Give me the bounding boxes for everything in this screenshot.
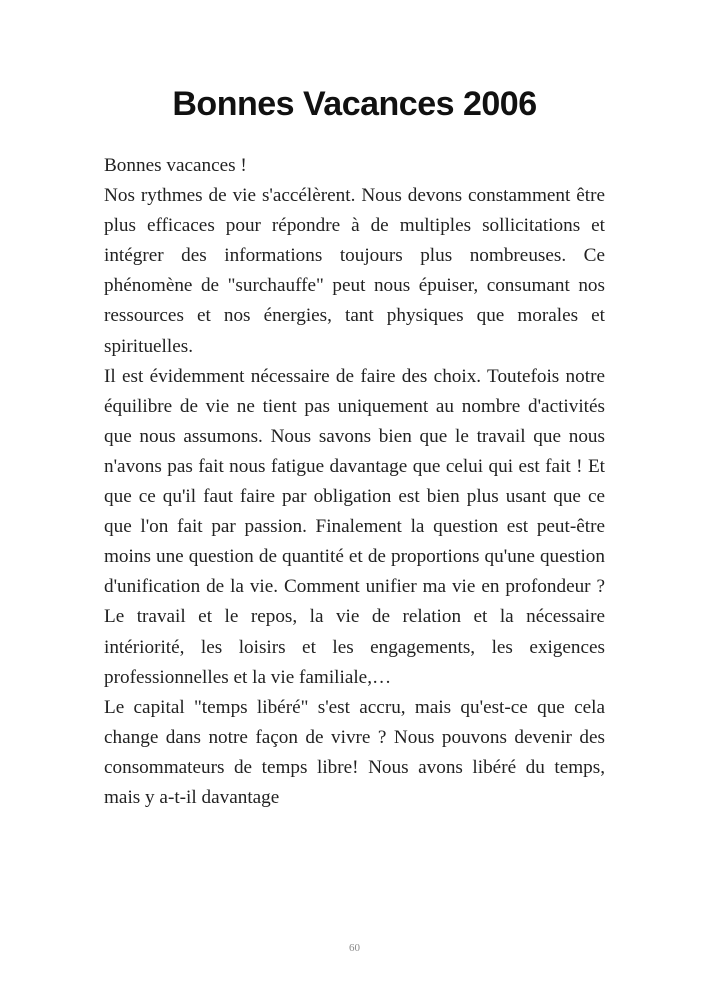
body-text	[104, 151, 605, 813]
paragraph-free-time: Le capital "temps libéré" s'est accru, mais qu'est-ce que cela change dans notre façon de vivre ? Nous pouvons devenir des consommateurs de temps libre! Nous avons libéré du temps, mais y a-t-il davantage	[104, 696, 605, 808]
page-title: Bonnes Vacances 2006	[172, 85, 537, 123]
page-number: 60	[349, 942, 360, 954]
paragraph-rhythms: Nos rythmes de vie s'accélèrent. Nous devons constamment être plus efficaces pour répondre à de multiples sollicitations et intégrer des informations toujours plus nombreuses. Ce phénomène de "surchauffe" peut nous épuiser, consumant nos ressources et nos énergies, tant physiques que morales et spirituelles.	[104, 185, 605, 357]
paragraph-greeting: Bonnes vacances !	[104, 155, 247, 176]
paragraph-choices: Il est évidemment nécessaire de faire des choix. Toutefois notre équilibre de vie ne tient pas uniquement au nombre d'activités que nous assumons. Nous savons bien que le travail que nous n'avons pas fait nous fatigue davantage que celui qui est fait ! Et que ce qu'il faut faire par obligation est bien plus usant que ce que l'on fait par passion. Finalement la question est peut-être moins une question de quantité et de proportions qu'une question d'unification de la vie. Comment unifier ma vie en profondeur ? Le travail et le repos, la vie de relation et la nécessaire intériorité, les loisirs et les engagements, les exigences professionnelles et la vie familiale,…	[104, 365, 605, 688]
